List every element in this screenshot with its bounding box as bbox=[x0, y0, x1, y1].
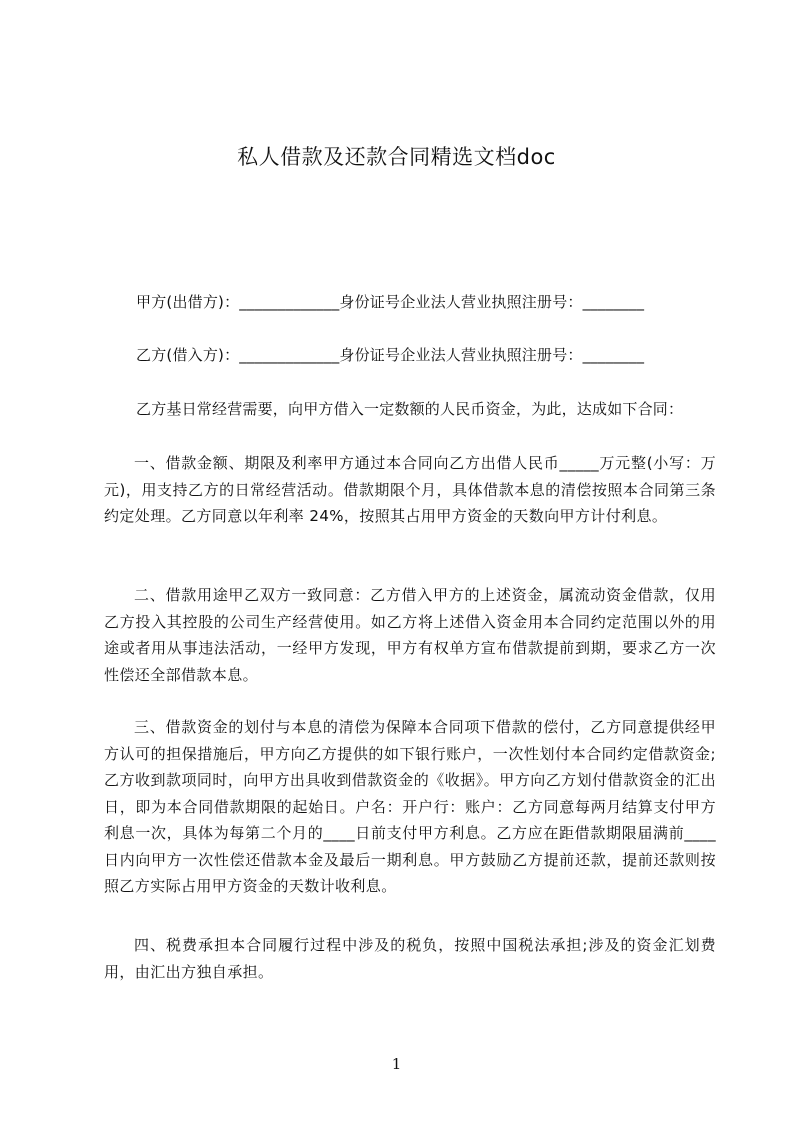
preamble-paragraph: 乙方基日常经营需要，向甲方借入一定数额的人民币资金，为此，达成如下合同： bbox=[136, 400, 684, 418]
lender-line: 甲方(出借方)：_____________身份证号企业法人营业执照注册号：________ bbox=[136, 293, 645, 311]
document-title: 私人借款及还款合同精选文档doc bbox=[237, 145, 556, 169]
clause-4-paragraph: 四、税费承担本合同履行过程中涉及的税负，按照中国税法承担;涉及的资金汇划费用，由汇出方独自承担。 bbox=[104, 936, 716, 981]
clause-3-paragraph: 三、借款资金的划付与本息的清偿为保障本合同项下借款的偿付，乙方同意提供经甲方认可的担保措施后，甲方向乙方提供的如下银行账户，一次性划付本合同约定借款资金;乙方收到款项同时，向甲方出具收到借款资金的《收据》。甲方向乙方划付借款资金的汇出日，即为本合同借款期限的起始日。户名：开户行：账户：乙方同意每两月结算支付甲方利息一次，具体为每第二个月的____日前支付甲方利息。乙方应在距借款期限届满前____日内向甲方一次性偿还借款本金及最后一期利息。甲方鼓励乙方提前还款，提前还款则按照乙方实际占用甲方资金的天数计收利息。 bbox=[104, 718, 716, 895]
clause-2-paragraph: 二、借款用途甲乙双方一致同意：乙方借入甲方的上述资金，属流动资金借款，仅用乙方投入其控股的公司生产经营使用。如乙方将上述借入资金用本合同约定范围以外的用途或者用从事违法活动，一经甲方发现，甲方有权单方宣布借款提前到期，要求乙方一次性偿还全部借款本息。 bbox=[104, 586, 716, 684]
page-number: 1 bbox=[391, 1055, 402, 1073]
clause-1-paragraph: 一、借款金额、期限及利率甲方通过本合同向乙方出借人民币_____万元整(小写：万元)，用支持乙方的日常经营活动。借款期限个月，具体借款本息的清偿按照本合同第三条约定处理。乙方同意以年利率 24%，按照其占用甲方资金的天数向甲方计付利息。 bbox=[104, 454, 716, 525]
borrower-line: 乙方(借入方)：_____________身份证号企业法人营业执照注册号：________ bbox=[136, 346, 645, 364]
